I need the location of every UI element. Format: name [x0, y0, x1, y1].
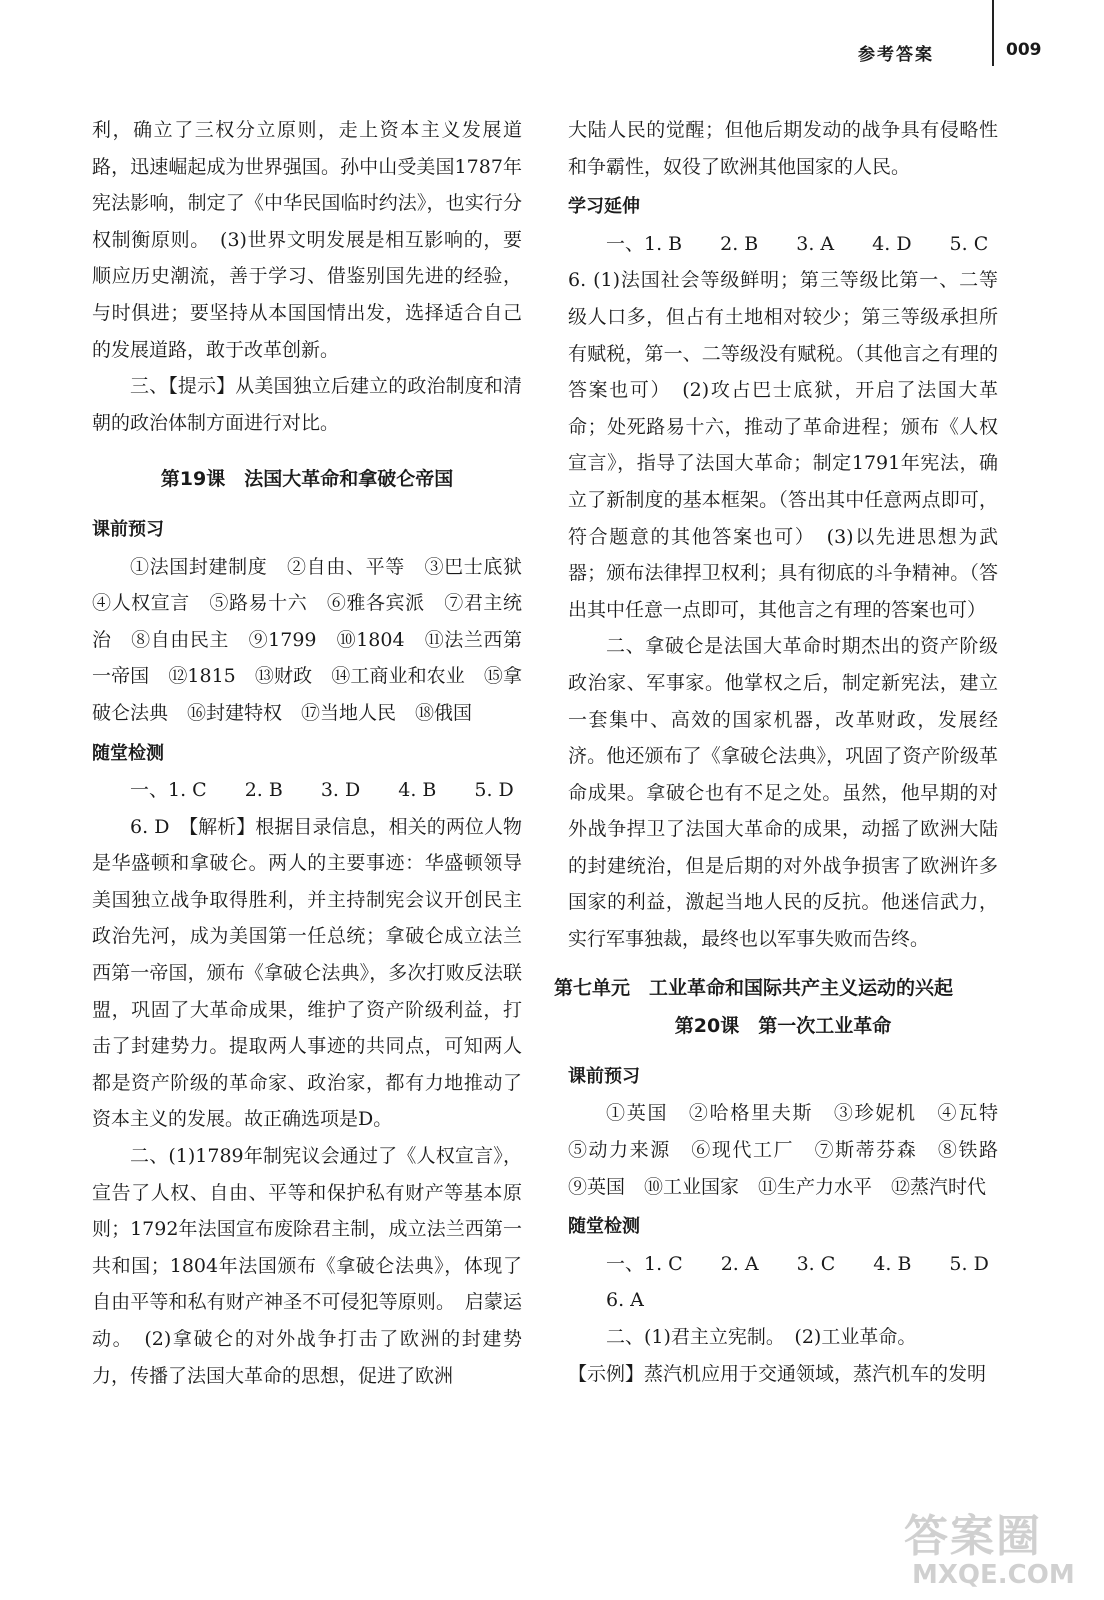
left-column — [92, 112, 542, 1394]
preview-answers: ①英国 ②哈格里夫斯 ③珍妮机 ④瓦特 ⑤动力来源 ⑥现代工厂 ⑦斯蒂芬森 ⑧铁路 ⑨英国 ⑩工业国家 ⑪生产力水平 ⑫蒸汽时代 — [568, 1102, 1018, 1198]
watermark-text: 答案圈 — [904, 1511, 1042, 1562]
example-answer: 【示例】蒸汽机应用于交通领域，蒸汽机车的发明 — [568, 1362, 987, 1385]
watermark-url: MXQE.COM — [912, 1560, 1075, 1590]
header-label: 参考答案 — [858, 45, 934, 65]
check-heading: 随堂检测 — [92, 742, 164, 764]
page-header — [0, 0, 1104, 80]
lesson-19-title: 第19课 法国大革命和拿破仑帝国 — [160, 468, 454, 491]
extension-answers: 一、1. B 2. B 3. A 4. D 5. C — [606, 232, 989, 255]
paragraph: 利，确立了三权分立原则，走上资本主义发展道路，迅速崛起成为世界强国。孙中山受美国1787年宪法影响，制定了《中华民国临时约法》，也实行分权制衡原则。 (3)世界文明发展是相互影响的，要顺应历史潮流，善于学习、借鉴别国先进的经验，与时俱进；要坚持从本国国情出发，选择适合自己的发展道路，敢于改革创新。 — [92, 119, 522, 361]
unit-7-title: 第七单元 工业革命和国际共产主义运动的兴起 — [554, 976, 954, 999]
preview-heading: 课前预习 — [92, 518, 164, 540]
header-divider — [992, 0, 994, 66]
check-answers: 一、1. C 2. A 3. C 4. B 5. D — [606, 1252, 989, 1275]
lesson-20-title: 第20课 第一次工业革命 — [674, 1015, 892, 1038]
extension-question-2: 二、拿破仑是法国大革命时期杰出的资产阶级政治家、军事家。他掌权之后，制定新宪法，建立一套集中、高效的国家机器，改革财政，发展经济。他还颁布了《拿破仑法典》，巩固了资产阶级革命成果。拿破仑也有不足之处。虽然，他早期的对外战争捍卫了法国大革命的成果，动摇了欧洲大陆的封建统治，但是后期的对外战争损害了欧洲许多国家的利益，激起当地人民的反抗。他迷信武力，实行军事独裁，最终也以军事失败而告终。 — [568, 635, 998, 951]
page-number: 009 — [1006, 40, 1042, 60]
question-2-answer: 二、(1)1789年制宪议会通过了《人权宣言》，宣告了人权、自由、平等和保护私有财产等基本原则；1792年法国宣布废除君主制，成立法兰西第一共和国；1804年法国颁布《拿破仑法典》，体现了自由平等和私有财产神圣不可侵犯等原则。 启蒙运动。 (2)拿破仑的对外战争打击了欧洲的封建势力，传播了法国大革命的思想，促进了欧洲 — [92, 1145, 522, 1387]
check-question-6: 6. A — [606, 1289, 644, 1312]
paragraph: 大陆人民的觉醒；但他后期发动的战争具有侵略性和争霸性，奴役了欧洲其他国家的人民。 — [568, 119, 998, 178]
watermark-logo — [904, 1500, 1094, 1596]
preview-answers: ①法国封建制度 ②自由、平等 ③巴士底狱 ④人权宣言 ⑤路易十六 ⑥雅各宾派 ⑦君主统治 ⑧自由民主 ⑨1799 ⑩1804 ⑪法兰西第一帝国 ⑫1815 ⑬财政 ⑭工商业和农业 ⑮拿破仑法典 ⑯封建特权 ⑰当地人民 ⑱俄国 — [92, 555, 542, 724]
check-answers: 一、1. C 2. B 3. D 4. B 5. D — [130, 779, 514, 802]
question-6-analysis: 6. D 【解析】根据目录信息，相关的两位人物是华盛顿和拿破仑。两人的主要事迹：华盛顿领导美国独立战争取得胜利，并主持制宪会议开创民主政治先河，成为美国第一任总统；拿破仑成立法兰西第一帝国，颁布《拿破仑法典》，多次打败反法联盟，巩固了大革命成果，维护了资产阶级利益，打击了封建势力。提取两人事迹的共同点，可知两人都是资产阶级的革命家、政治家，都有力地推动了资本主义的发展。故正确选项是D。 — [92, 815, 522, 1131]
extension-heading: 学习延伸 — [568, 196, 640, 218]
extension-question-6: 6. (1)法国社会等级鲜明；第三等级比第一、二等级人口多，但占有土地相对较少；第三等级承担所有赋税，第一、二等级没有赋税。（其他言之有理的答案也可） (2)攻占巴士底狱，开启了法国大革命；处死路易十六，推动了革命进程；颁布《人权宣言》，指导了法国大革命；制定1791年宪法，确立了新制度的基本框架。（答出其中任意两点即可，符合题意的其他答案也可） (3)以先进思想为武器；颁布法律捍卫权利；具有彻底的斗争精神。（答出其中任意一点即可，其他言之有理的答案也可） — [568, 269, 998, 621]
paragraph: 三、【提示】从美国独立后建立的政治制度和清朝的政治体制方面进行对比。 — [92, 375, 522, 434]
right-column — [554, 112, 1018, 1392]
preview-heading: 课前预习 — [568, 1065, 640, 1087]
check-heading: 随堂检测 — [568, 1216, 640, 1238]
check-question-2: 二、(1)君主立宪制。 (2)工业革命。 — [606, 1326, 917, 1348]
